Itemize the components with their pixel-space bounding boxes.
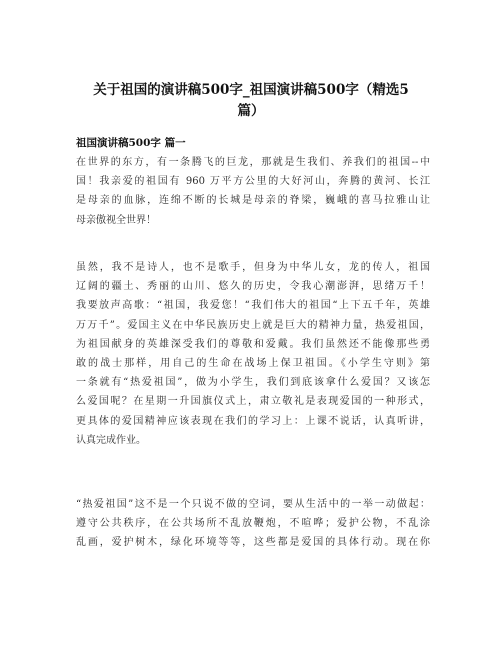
paragraph-line: 为祖国献身的英雄深受我们的尊敬和爱戴。我们虽然还不能像那些勇 (76, 338, 430, 350)
paragraph-line: 辽阔的疆土、秀丽的山川、悠久的历史，令我心潮澎湃，思绪万千！ (76, 281, 430, 293)
paragraph-line: 认真完成作业。 (76, 434, 146, 446)
document-title-line-2: 篇） (237, 103, 265, 119)
paragraph-line: 遵守公共秩序，在公共场所不乱放鞭炮，不喧哗；爱护公物，不乱涂 (76, 518, 430, 530)
paragraph-2 (76, 258, 430, 450)
paragraph-line: 母亲傲视全世界！ (76, 214, 156, 226)
paragraph-line: 国！我亲爱的祖国有 960 万平方公里的大好河山，奔腾的黄河、长江 (76, 176, 430, 188)
paragraph-line: 么爱国呢？在星期一升国旗仪式上，肃立敬礼是表现爱国的一种形式， (76, 396, 430, 408)
paragraph-line: 虽然，我不是诗人，也不是歌手，但身为中华儿女，龙的传人，祖国 (76, 262, 430, 273)
paragraph-line: 敢的战士那样，用自己的生命在战场上保卫祖国。《小学生守则》第 (76, 358, 430, 370)
section-heading: 祖国演讲稿500字 篇一 (76, 137, 186, 149)
paragraph-line: 我要放声高歌：“祖国，我爱您！“我们伟大的祖国“上下五千年，英雄 (76, 300, 430, 312)
paragraph-line: 万万千”。爱国主义在中华民族历史上就是巨大的精神力量，热爱祖国， (76, 319, 430, 331)
paragraph-line: 一条就有“热爱祖国”，做为小学生，我们到底该拿什么爱国？又该怎 (76, 377, 430, 389)
paragraph-line: “热爱祖国”这不是一个只说不做的空词，要从生活中的一举一动做起： (76, 499, 430, 510)
paragraph-3 (76, 495, 430, 553)
document-title-line-1: 关于祖国的演讲稿500字_祖国演讲稿500字（精选5 (93, 82, 409, 98)
paragraph-line: 在世界的东方，有一条腾飞的巨龙，那就是生我们、养我们的祖国--中 (76, 157, 430, 168)
document-title (60, 80, 442, 122)
paragraph-1 (76, 153, 430, 230)
paragraph-line: 更具体的爱国精神应该表现在我们的学习上：上课不说话，认真听讲， (76, 415, 430, 427)
paragraph-line: 是母亲的血脉，连绵不断的长城是母亲的脊梁，巍峨的喜马拉雅山让 (76, 195, 430, 207)
paragraph-line: 乱画，爱护树木，绿化环境等等，这些都是爱国的具体行动。现在你 (76, 537, 430, 549)
